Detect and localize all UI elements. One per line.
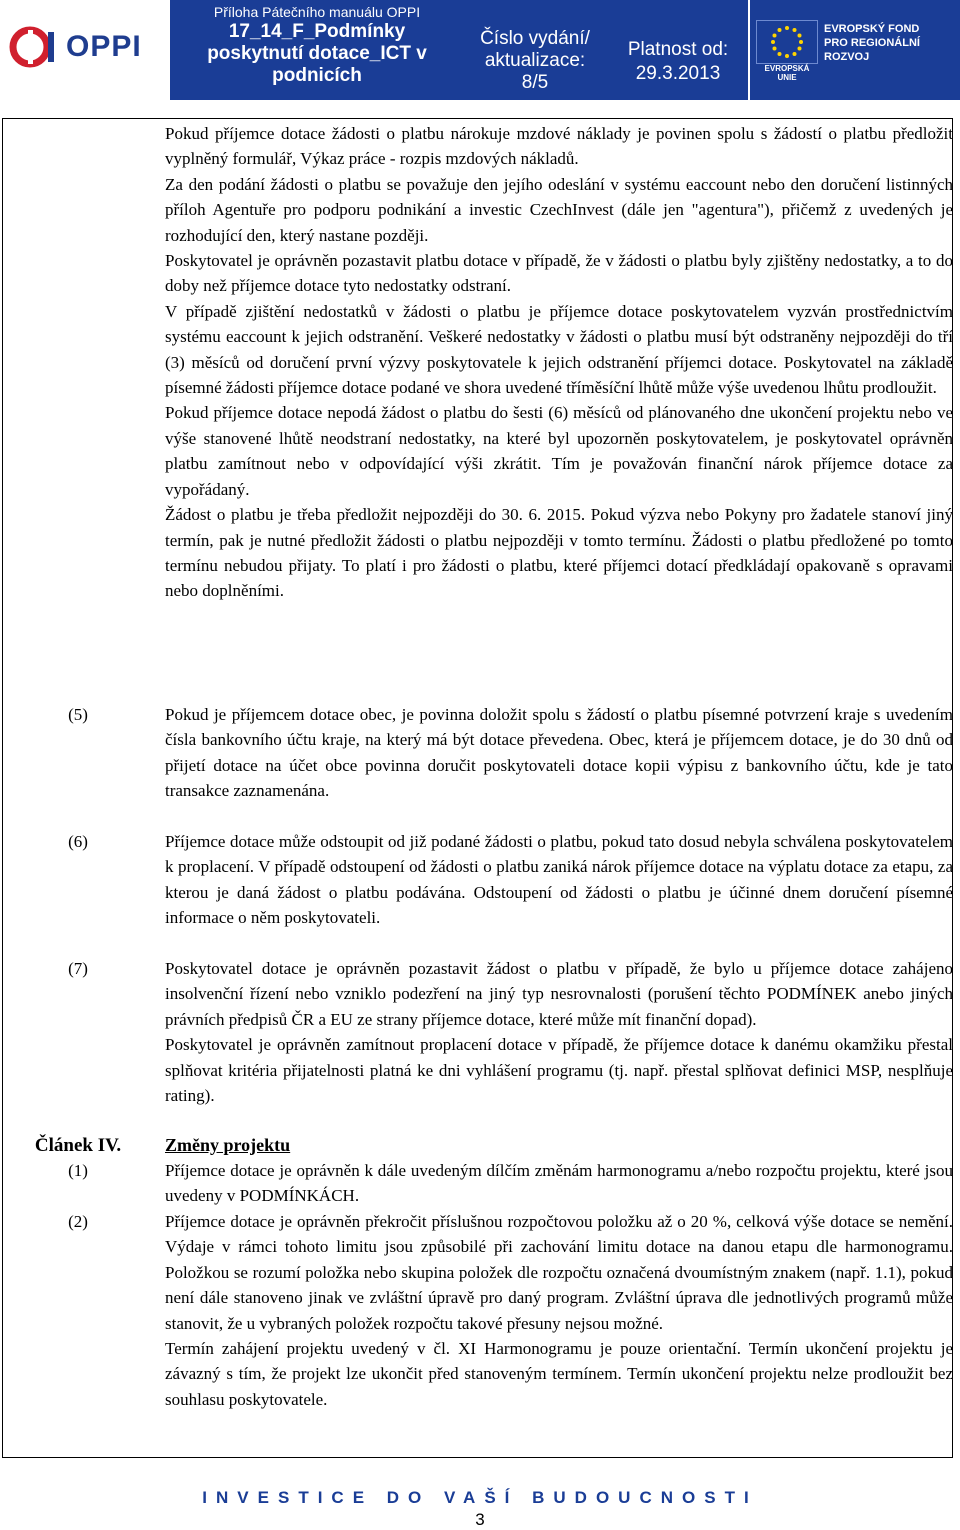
page-number: 3	[475, 1510, 485, 1529]
section-label: (5)	[68, 705, 88, 724]
section-body	[165, 1209, 953, 1412]
section-label: (7)	[68, 959, 88, 978]
eu-flag-icon	[756, 20, 818, 64]
section-body	[165, 702, 953, 804]
document-title-line1: 17_14_F_Podmínky	[228, 21, 406, 42]
paragraph: Příjemce dotace je oprávněn překročit příslušnou rozpočtovou položku až o 20 %, celková výše dotace se nemění. Výdaje v rámci tohoto limitu jsou způsobilé při zachování limitu dotace na danou etapu dle harmonogramu. Položkou se rozumí položka nebo skupina položek dle rozpočtu označená dvoumístným znakem (např. 1.1), pokud není dále stanoveno jinak ve zvláštní úpravě pro daný program. Zvláštní úprava dle jednotlivých programů může stanovit, že u vybraných položek rozpočtu takové přesuny nejsou možné.	[165, 1212, 953, 1333]
eu-fund-name	[824, 22, 958, 64]
valid-value: 29.3.2013	[635, 63, 721, 84]
paragraph: Poskytovatel dotace je oprávněn pozastavit žádost o platbu v případě, že bylo u příjemce dotace zahájeno insolvenční řízení nebo vzniklo podezření na jiný typ nesrovnalosti (porušení těchto PODMÍNEK anebo jiných právních předpisů ČR a EU ze strany příjemce dotace, které může mít finanční dopad).	[165, 959, 953, 1029]
issue-label-line2: aktualizace:	[484, 50, 586, 71]
section-body	[165, 121, 953, 604]
section-body	[165, 1133, 953, 1158]
document-body	[2, 118, 953, 1458]
eu-fund-line1: EVROPSKÝ FOND	[824, 23, 920, 35]
paragraph: Poskytovatel je oprávněn pozastavit platbu dotace v případě, že v žádosti o platbu byly zjištěny nedostatky, a to do doby než příjemce dotace tyto nedostatky odstraní.	[165, 251, 953, 296]
paragraph: Poskytovatel je oprávněn zamítnout proplacení dotace v případě, že příjemce dotace k danému okamžiku přestal splňovat kritéria přijatelnosti platná ke dni vyhlášení programu (tj. např. přestal splňovat definici MSP, nesplňuje rating).	[165, 1035, 953, 1106]
section-label: (1)	[68, 1161, 88, 1180]
oppi-logo-text: OPPI	[66, 30, 142, 63]
oppi-emblem-icon	[8, 22, 60, 72]
page-header	[0, 0, 960, 100]
paragraph: Pokud příjemce dotace žádosti o platbu nárokuje mzdové náklady je povinen spolu s žádostí o platbu předložit vyplněný formulář, Výkaz práce - rozpis mzdových nákladů.	[165, 124, 953, 169]
eu-caption: EVROPSKÁ UNIE	[764, 64, 810, 82]
eu-logo-block	[750, 0, 960, 100]
section-body	[165, 829, 953, 931]
section-label: (2)	[68, 1212, 88, 1231]
paragraph: V případě zjištění nedostatků v žádosti o platbu je příjemce dotace poskytovatelem vyzván prostřednictvím systému eaccount k jejich odstranění. Veškeré nedostatky v žádosti o platbu musí být odstraněny nejpozději do tří (3) měsíců od doručení první výzvy poskytovatele k jejich odstranění příjemci dotace. Poskytovatel na základě písemné žádosti příjemce dotace podané ve shora uvedené tříměsíční lhůtě může výše uvedenou lhůtu prodloužit.	[165, 301, 953, 398]
oppi-logo	[8, 22, 168, 72]
footer-motto: INVESTICE DO VAŠÍ BUDOUCNOSTI	[202, 1488, 758, 1507]
validity-block	[610, 38, 746, 86]
paragraph: Příjemce dotace je oprávněn k dále uvedeným dílčím změnám harmonogramu a/nebo rozpočtu projektu, které jsou uvedeny v PODMÍNKÁCH.	[165, 1161, 953, 1206]
eu-fund-line3: ROZVOJ	[824, 51, 870, 63]
article-label: Článek IV.	[34, 1135, 122, 1156]
document-caption: Příloha Pátečního manuálu OPPI	[213, 4, 421, 20]
paragraph: Žádost o platbu je třeba předložit nejpozději do 30. 6. 2015. Pokud výzva nebo Pokyny pro žadatele stanoví jiný termín, pak je nutné předložit žádosti o platbu nejpozději v tomto termínu. Žádosti o platbu předložené po tomto termínu nebudou přijaty. To platí i pro žádosti o platbu, které příjemci dotací předkládají opakovaně s opravami nebo doplněními.	[165, 505, 953, 601]
paragraph: Pokud příjemce dotace nepodá žádost o platbu do šesti (6) měsíců od plánovaného dne ukončení projektu nebo ve výše stanovené lhůtě neodstraní nedostatky, na které byl upozorněn poskytovatelem, je poskytovatel oprávněn platbu zamítnout nebo v odpovídající výši zkrátit. Tím je považován finanční nárok příjemce dotace za vypořádaný.	[165, 403, 953, 499]
paragraph: Příjemce dotace může odstoupit od již podané žádosti o platbu, pokud tato dosud nebyla schválena poskytovatelem k proplacení. V případě odstoupení od žádosti o platbu zaniká nárok příjemce dotace na výplatu dotace za etapu, za kterou je daná žádost o platbu podávána. Odstoupení od žádosti o platbu je účinné dnem doručení písemné informace o něm poskytovateli.	[165, 832, 953, 928]
issue-block	[460, 28, 610, 94]
section-body	[165, 956, 953, 1108]
issue-label-line1: Číslo vydání/	[480, 28, 590, 49]
document-info-band	[170, 0, 748, 100]
document-title-line3: podnicích	[272, 65, 362, 86]
document-title-line2: poskytnutí dotace_ICT v	[207, 43, 427, 64]
section-label: (6)	[68, 832, 88, 851]
paragraph: Za den podání žádosti o platbu se považuje den jejího odeslání v systému eaccount nebo den doručení listinných příloh Agentuře pro podporu podnikání a investic CzechInvest (dále jen "agentura"), přičemž z uvedených je rozhodující den, který nastane později.	[165, 174, 953, 245]
eu-fund-line2: PRO REGIONÁLNÍ	[824, 37, 920, 49]
paragraph: Pokud je příjemcem dotace obec, je povinna doložit spolu s žádostí o platbu písemné potvrzení kraje s uvedením čísla bankovního účtu kraje, na který má být dotace převedena. Obec, která je příjemcem dotace, je do 30 dnů od přijetí dotace na účet obce povinna doručit poskytovateli dotace kopii výpisu z bankovního účtu, kde je tato transakce zaznamenána.	[165, 705, 953, 801]
section-body	[165, 1158, 953, 1209]
issue-value: 8/5	[521, 72, 549, 93]
paragraph: Termín zahájení projektu uvedený v čl. XI Harmonogramu je pouze orientační. Termín ukončení projektu je závazný s tím, že projekt lze ukončit před stanoveným termínem. Termín ukončení projektu nelze prodloužit bez souhlasu poskytovatele.	[165, 1339, 953, 1409]
valid-label: Platnost od:	[627, 39, 729, 60]
article-title: Změny projektu	[165, 1135, 291, 1155]
document-title-block	[174, 4, 460, 87]
